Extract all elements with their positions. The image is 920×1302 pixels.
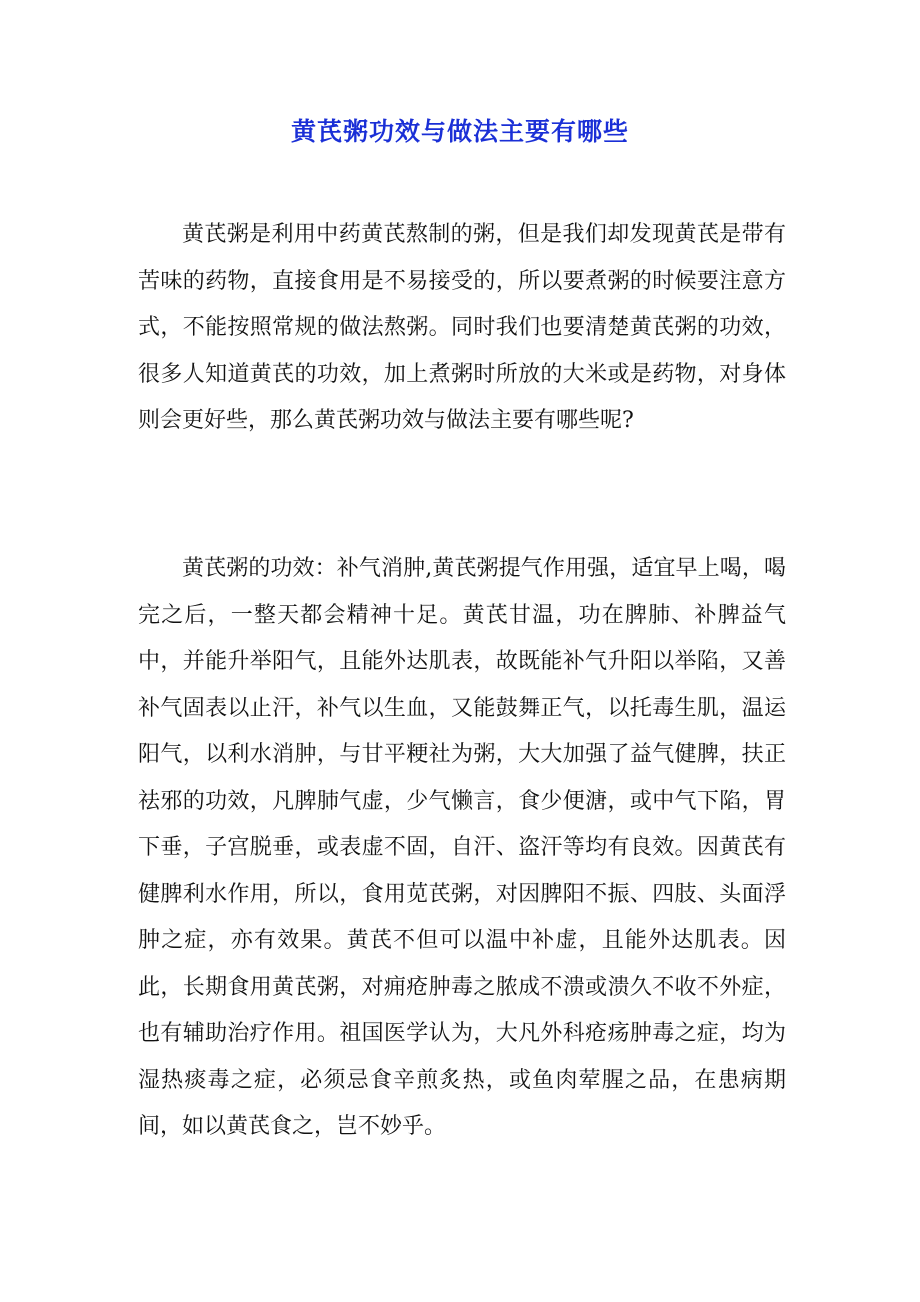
intro-paragraph: 黄芪粥是利用中药黄芪熬制的粥，但是我们却发现黄芪是带有苦味的药物，直接食用是不易接受的，所以要煮粥的时候要注意方式，不能按照常规的做法熬粥。同时我们也要清楚黄芪粥的功效，很多人知道黄芪的功效，加上煮粥时所放的大米或是药物，对身体则会更好些，那么黄芪粥功效与做法主要有哪些呢? xyxy=(138,222,786,433)
benefits-paragraph: 黄芪粥的功效：补气消肿,黄芪粥提气作用强，适宜早上喝，喝完之后，一整天都会精神十足。黄芪甘温，功在脾肺、补脾益气中，并能升举阳气，且能外达肌表，故既能补气升阳以举陷，又善补气固表以止汗，补气以生血，又能鼓舞正气，以托毒生肌，温运阳气，以利水消肿，与甘平粳社为粥，大大加强了益气健脾，扶正祛邪的功效，凡脾肺气虚，少气懒言，食少便溏，或中气下陷，胃下垂，子宫脱垂，或表虚不固，自汗、盗汗等均有良效。因黄芪有健脾利水作用，所以，食用苋芪粥，对因脾阳不振、四肢、头面浮肿之症，亦有效果。黄芪不但可以温中补虚，且能外达肌表。因此，长期食用黄芪粥，对痈疮肿毒之脓成不溃或溃久不收不外症，也有辅助治疗作用。祖国医学认为，大凡外科疮疡肿毒之症，均为湿热痰毒之症，必须忌食辛煎炙热，或鱼肉荤腥之品，在患病期间，如以黄芪食之，岂不妙乎。 xyxy=(138,556,786,1139)
document-title: 黄芪粥功效与做法主要有哪些 xyxy=(290,116,629,146)
